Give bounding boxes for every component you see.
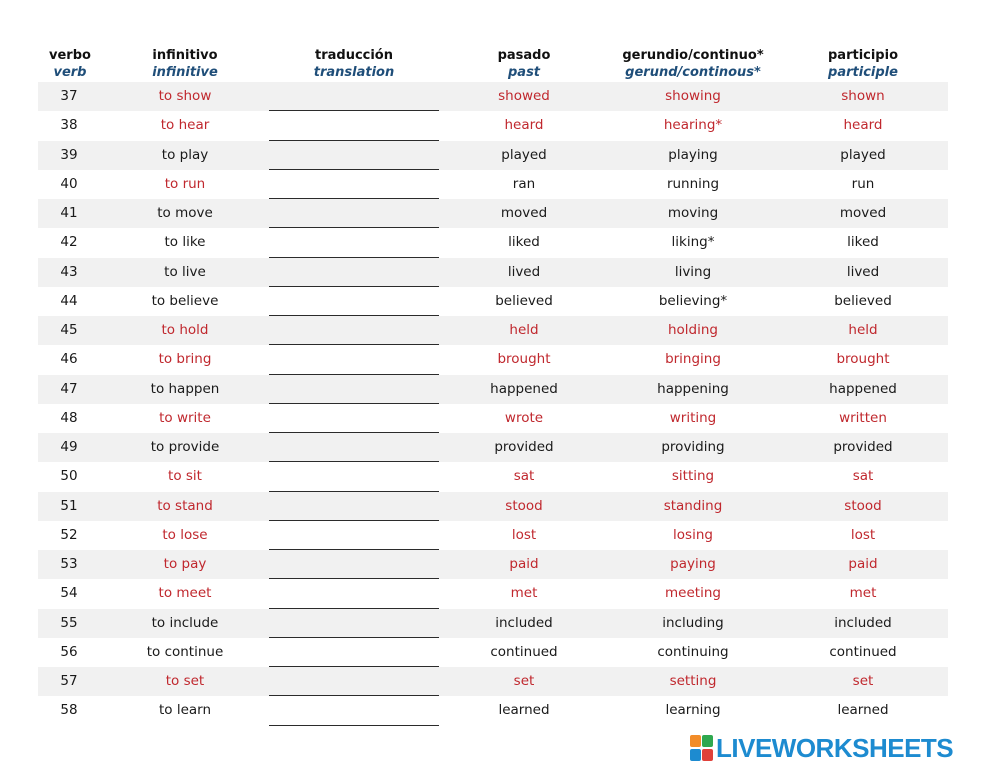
verb-number: 41 bbox=[60, 205, 78, 221]
table-row bbox=[38, 579, 948, 608]
infinitive-cell: to show bbox=[158, 88, 212, 104]
table-row bbox=[38, 638, 948, 667]
verb-number: 42 bbox=[60, 234, 78, 251]
verb-number: 51 bbox=[60, 497, 78, 514]
participle-cell: brought bbox=[836, 351, 890, 368]
brand-name: LIVEWORKSHEETS bbox=[716, 732, 954, 763]
gerund-cell: showing bbox=[665, 88, 721, 104]
translation-cell bbox=[269, 82, 439, 111]
gerund-cell: sitting bbox=[671, 468, 715, 485]
past-cell: stood bbox=[505, 497, 543, 514]
translation-cell bbox=[269, 492, 439, 521]
table-row bbox=[38, 462, 948, 491]
translation-cell bbox=[269, 462, 439, 491]
verb-number: 47 bbox=[60, 380, 78, 397]
infinitive-cell: to stand bbox=[157, 497, 213, 514]
translation-input[interactable] bbox=[269, 607, 439, 638]
header-verb-en: verb bbox=[53, 65, 87, 80]
translation-cell bbox=[269, 258, 439, 287]
verb-number: 54 bbox=[60, 585, 78, 602]
verb-number: 50 bbox=[60, 468, 78, 485]
header-translation bbox=[269, 47, 439, 81]
past-cell: sat bbox=[513, 468, 535, 485]
verb-number: 58 bbox=[60, 702, 78, 719]
translation-input[interactable] bbox=[269, 519, 439, 550]
translation-input[interactable] bbox=[269, 695, 439, 726]
participle-cell: shown bbox=[841, 88, 885, 104]
header-participle bbox=[788, 47, 938, 81]
table-row bbox=[38, 345, 948, 374]
translation-cell bbox=[269, 228, 439, 257]
translation-input[interactable] bbox=[269, 80, 439, 111]
infinitive-cell: to include bbox=[151, 614, 219, 631]
table-row bbox=[38, 492, 948, 521]
past-cell: played bbox=[501, 146, 547, 163]
gerund-cell: living bbox=[674, 263, 712, 280]
gerund-cell: setting bbox=[669, 673, 717, 689]
participle-cell: run bbox=[851, 175, 875, 192]
verb-number: 52 bbox=[60, 526, 78, 543]
table-row bbox=[38, 550, 948, 579]
table-row bbox=[38, 521, 948, 550]
header-gerund-es: gerundio/continuo* bbox=[622, 48, 764, 63]
translation-cell bbox=[269, 287, 439, 316]
gerund-cell: liking* bbox=[671, 234, 715, 251]
header-infinitive-en: infinitive bbox=[152, 65, 218, 80]
past-cell: heard bbox=[504, 117, 544, 134]
verb-number: 37 bbox=[60, 88, 78, 104]
verb-number: 48 bbox=[60, 409, 78, 426]
verb-number: 53 bbox=[60, 556, 78, 572]
participle-cell: held bbox=[848, 322, 878, 338]
translation-input[interactable] bbox=[269, 256, 439, 287]
translation-input[interactable] bbox=[269, 285, 439, 316]
translation-input[interactable] bbox=[269, 431, 439, 462]
translation-cell bbox=[269, 316, 439, 345]
table-row bbox=[38, 82, 948, 111]
infinitive-cell: to play bbox=[161, 146, 209, 163]
infinitive-cell: to hear bbox=[160, 117, 210, 134]
gerund-cell: writing bbox=[669, 409, 717, 426]
table-row bbox=[38, 199, 948, 228]
past-cell: met bbox=[510, 585, 538, 602]
past-cell: believed bbox=[495, 292, 553, 309]
infinitive-cell: to bring bbox=[158, 351, 212, 368]
infinitive-cell: to sit bbox=[168, 468, 202, 485]
header-translation-es: traducción bbox=[314, 48, 393, 63]
gerund-cell: holding bbox=[667, 322, 718, 338]
past-cell: set bbox=[513, 673, 535, 689]
liveworksheets-logo-icon bbox=[690, 734, 714, 762]
translation-cell bbox=[269, 141, 439, 170]
gerund-cell: providing bbox=[661, 439, 725, 455]
past-cell: included bbox=[495, 614, 553, 631]
gerund-cell: meeting bbox=[665, 585, 721, 602]
translation-cell bbox=[269, 375, 439, 404]
translation-input[interactable] bbox=[269, 227, 439, 258]
translation-cell bbox=[269, 345, 439, 374]
participle-cell: stood bbox=[844, 497, 882, 514]
participle-cell: lived bbox=[846, 263, 880, 280]
past-cell: wrote bbox=[504, 409, 544, 426]
past-cell: happened bbox=[490, 380, 558, 397]
past-cell: lost bbox=[511, 526, 537, 543]
translation-input[interactable] bbox=[269, 139, 439, 170]
infinitive-cell: to move bbox=[157, 205, 213, 221]
past-cell: liked bbox=[508, 234, 540, 251]
header-past-en: past bbox=[507, 65, 541, 80]
participle-cell: heard bbox=[843, 117, 883, 134]
gerund-cell: playing bbox=[668, 146, 718, 163]
gerund-cell: moving bbox=[667, 205, 719, 221]
participle-cell: played bbox=[840, 146, 886, 163]
infinitive-cell: to pay bbox=[163, 556, 207, 572]
translation-cell bbox=[269, 550, 439, 579]
infinitive-cell: to hold bbox=[161, 322, 209, 338]
past-cell: provided bbox=[494, 439, 554, 455]
gerund-cell: paying bbox=[670, 556, 716, 572]
verb-number: 45 bbox=[60, 322, 78, 338]
verb-number: 55 bbox=[60, 614, 78, 631]
table-row bbox=[38, 375, 948, 404]
translation-input[interactable] bbox=[269, 548, 439, 579]
translation-cell bbox=[269, 433, 439, 462]
header-participle-es: participio bbox=[827, 48, 898, 63]
table-row bbox=[38, 258, 948, 287]
table-row bbox=[38, 170, 948, 199]
header-infinitive bbox=[110, 47, 260, 81]
header-infinitive-es: infinitivo bbox=[152, 48, 218, 63]
participle-cell: learned bbox=[837, 702, 889, 719]
gerund-cell: including bbox=[662, 614, 724, 631]
participle-cell: continued bbox=[829, 643, 897, 660]
participle-cell: happened bbox=[829, 380, 897, 397]
header-gerund-en: gerund/continous* bbox=[625, 65, 761, 80]
header-past bbox=[449, 47, 599, 81]
participle-cell: provided bbox=[833, 439, 893, 455]
translation-input[interactable] bbox=[269, 373, 439, 404]
verb-number: 39 bbox=[60, 146, 78, 163]
verb-number: 40 bbox=[60, 175, 78, 192]
gerund-cell: learning bbox=[665, 702, 721, 719]
participle-cell: sat bbox=[852, 468, 874, 485]
participle-cell: moved bbox=[839, 205, 887, 221]
past-cell: ran bbox=[512, 175, 536, 192]
translation-cell bbox=[269, 609, 439, 638]
translation-cell bbox=[269, 170, 439, 199]
table-row bbox=[38, 316, 948, 345]
header-translation-en: translation bbox=[313, 65, 395, 80]
verb-number: 56 bbox=[60, 643, 78, 660]
infinitive-cell: to like bbox=[164, 234, 206, 251]
infinitive-cell: to believe bbox=[151, 292, 219, 309]
header-past-es: pasado bbox=[497, 48, 551, 63]
infinitive-cell: to live bbox=[164, 263, 206, 280]
participle-cell: included bbox=[834, 614, 892, 631]
past-cell: moved bbox=[500, 205, 548, 221]
table-row bbox=[38, 287, 948, 316]
verb-table bbox=[38, 82, 948, 726]
infinitive-cell: to set bbox=[165, 673, 205, 689]
translation-input[interactable] bbox=[269, 197, 439, 228]
verb-number: 43 bbox=[60, 263, 78, 280]
infinitive-cell: to meet bbox=[158, 585, 212, 602]
translation-cell bbox=[269, 199, 439, 228]
table-row bbox=[38, 141, 948, 170]
translation-input[interactable] bbox=[269, 636, 439, 667]
table-row bbox=[38, 433, 948, 462]
gerund-cell: continuing bbox=[657, 643, 729, 660]
translation-input[interactable] bbox=[269, 344, 439, 375]
translation-cell bbox=[269, 638, 439, 667]
translation-input[interactable] bbox=[269, 578, 439, 609]
participle-cell: met bbox=[849, 585, 877, 602]
past-cell: held bbox=[509, 322, 539, 338]
translation-input[interactable] bbox=[269, 168, 439, 199]
infinitive-cell: to continue bbox=[146, 643, 224, 660]
verb-number: 46 bbox=[60, 351, 78, 368]
past-cell: lived bbox=[507, 263, 541, 280]
gerund-cell: losing bbox=[673, 526, 713, 543]
translation-cell bbox=[269, 111, 439, 140]
header-verb-es: verbo bbox=[49, 48, 91, 63]
past-cell: showed bbox=[498, 88, 550, 104]
header-participle-en: participle bbox=[828, 65, 898, 80]
translation-cell bbox=[269, 404, 439, 433]
past-cell: brought bbox=[497, 351, 551, 368]
translation-input[interactable] bbox=[269, 490, 439, 521]
gerund-cell: happening bbox=[657, 380, 729, 397]
translation-cell bbox=[269, 667, 439, 696]
verb-number: 49 bbox=[60, 439, 78, 455]
table-row bbox=[38, 111, 948, 140]
table-row bbox=[38, 609, 948, 638]
translation-cell bbox=[269, 696, 439, 725]
translation-input[interactable] bbox=[269, 314, 439, 345]
translation-cell bbox=[269, 579, 439, 608]
gerund-cell: running bbox=[666, 175, 720, 192]
infinitive-cell: to write bbox=[159, 409, 211, 426]
participle-cell: believed bbox=[834, 292, 892, 309]
past-cell: continued bbox=[490, 643, 558, 660]
table-row bbox=[38, 667, 948, 696]
infinitive-cell: to lose bbox=[162, 526, 208, 543]
translation-input[interactable] bbox=[269, 402, 439, 433]
translation-input[interactable] bbox=[269, 110, 439, 141]
gerund-cell: hearing* bbox=[663, 117, 723, 134]
table-row bbox=[38, 696, 948, 725]
table-row bbox=[38, 404, 948, 433]
infinitive-cell: to run bbox=[164, 175, 206, 192]
participle-cell: written bbox=[839, 409, 887, 426]
translation-input[interactable] bbox=[269, 461, 439, 492]
infinitive-cell: to provide bbox=[150, 439, 220, 455]
participle-cell: liked bbox=[847, 234, 879, 251]
participle-cell: lost bbox=[850, 526, 876, 543]
infinitive-cell: to learn bbox=[158, 702, 212, 719]
participle-cell: paid bbox=[848, 556, 878, 572]
infinitive-cell: to happen bbox=[150, 380, 220, 397]
header-gerund bbox=[608, 47, 778, 81]
verb-number: 57 bbox=[60, 673, 78, 689]
verb-number: 44 bbox=[60, 292, 78, 309]
past-cell: paid bbox=[509, 556, 539, 572]
table-row bbox=[38, 228, 948, 257]
liveworksheets-logo bbox=[690, 732, 953, 764]
gerund-cell: bringing bbox=[665, 351, 721, 368]
gerund-cell: believing* bbox=[658, 292, 728, 309]
translation-input[interactable] bbox=[269, 665, 439, 696]
verb-number: 38 bbox=[60, 117, 78, 134]
translation-cell bbox=[269, 521, 439, 550]
participle-cell: set bbox=[852, 673, 874, 689]
gerund-cell: standing bbox=[663, 497, 723, 514]
past-cell: learned bbox=[498, 702, 550, 719]
header-verb bbox=[30, 47, 110, 81]
